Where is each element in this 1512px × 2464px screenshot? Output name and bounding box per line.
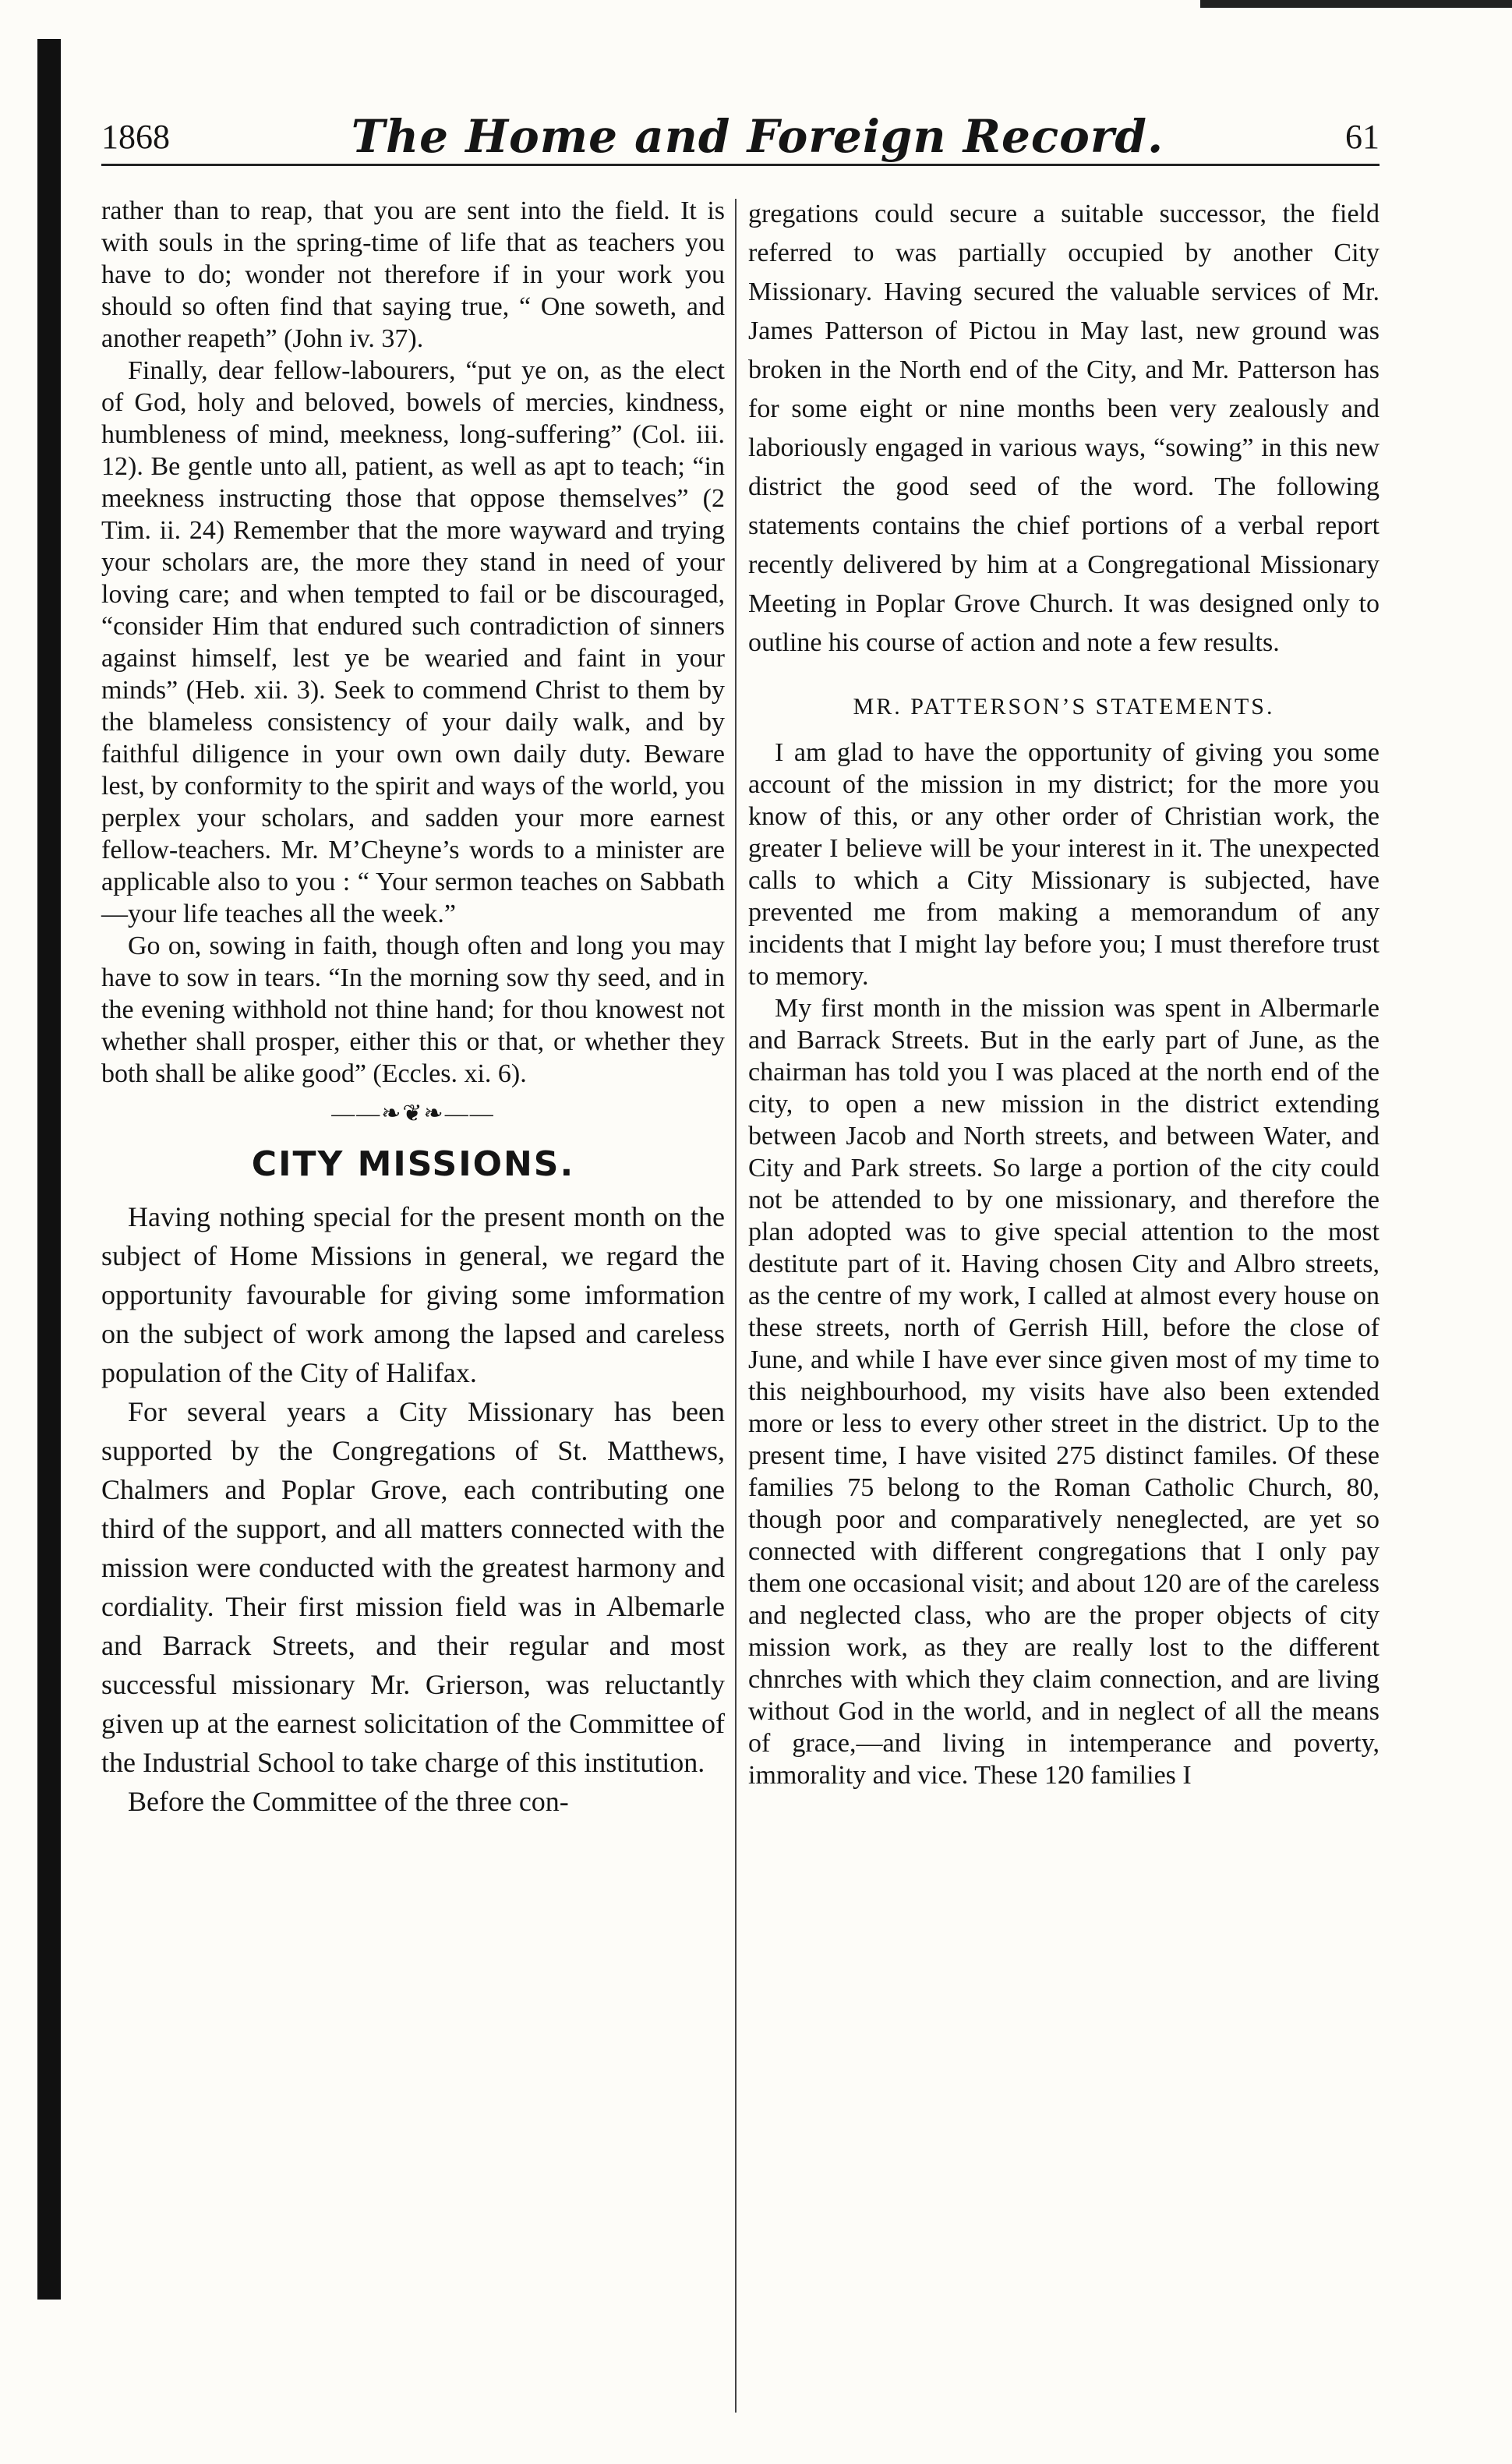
header-year: 1868 — [101, 117, 170, 156]
scan-binding-edge — [37, 39, 61, 2300]
paragraph: Having nothing special for the present month on the subject of Home Missions in general, we regard the opportunity favourable for giving some imformation on the subject of work among the lapsed and careless population of the City of Halifax. — [101, 1201, 725, 1388]
left-column — [101, 195, 725, 1821]
paragraph: gregations could secure a suitable successor, the field referred to was partially occupied by another City Missionary. Having secured the valuable services of Mr. James Patterson of Pictou in May last, new ground was broken in the North end of the City, and Mr. Patterson has for some eight or nine months been very zealously and laboriously engaged in various ways, “sowing” in this new district the good seed of the word. The following statements contains the chief portions of a verbal report recently delivered by him at a Congregational Missionary Meeting in Poplar Grove Church. It was designed only to outline his course of action and note a few results. — [748, 200, 1380, 657]
page-number: 61 — [1344, 117, 1380, 156]
top-edge-rule — [1200, 0, 1512, 8]
city-missions-section — [101, 1197, 725, 1821]
paragraph: rather than to reap, that you are sent into the field. It is with souls in the spring-time of life that as teachers you have to do; wonder not therefore if in your work you should so often find that saying true, “ One soweth, and another reapeth” (John iv. 37). — [101, 196, 725, 353]
journal-title: The Home and Foreign Record. — [351, 110, 1164, 163]
right-column — [748, 195, 1380, 1791]
paragraph: Before the Committee of the three con- — [128, 1786, 569, 1817]
paragraph: I am glad to have the opportunity of giving you some account of the mission in my district; for the more you know of this, or any other order of Christian work, the greater I believe will be your interest in it. The unexpected calls to which a City Missionary is subjected, have prevented me from making a memorandum of any incidents that I might lay before you; I must therefore trust to memory. — [748, 738, 1380, 991]
continued-section — [748, 195, 1380, 663]
sub-section-title: MR. PATTERSON’S STATEMENTS. — [853, 694, 1275, 719]
section-title: CITY MISSIONS. — [251, 1144, 575, 1184]
page-header — [101, 109, 1380, 166]
column-divider — [735, 199, 737, 2413]
paragraph: Finally, dear fellow-labourers, “put ye on, as the elect of God, holy and beloved, bowels of mercies, kindness, humbleness of mind, meekness, long-suffering” (Col. iii. 12). Be gentle unto all, patient, as well as apt to teach; “in meekness instructing those that oppose themselves” (2 Tim. ii. 24) Remember that the more wayward and trying your scholars are, the more they stand in need of your loving care; and when tempted to fail or be discouraged, “consider Him that endured such contradiction of sinners against himself, lest ye be wearied and faint in your minds” (Heb. xii. 3). Seek to commend Christ to them by the blameless consistency of your daily walk, and by faithful diligence in your own own daily duty. Beware lest, by conformity to the spirit and ways of the world, you perplex your scholars, and sadden your more earnest fellow-teachers. Mr. M’Cheyne’s words to a minister are applicable also to you : “ Your sermon teaches on Sabbath—your life teaches all the week.” — [101, 356, 725, 928]
paragraph: Go on, sowing in faith, though often and long you may have to sow in tears. “In the morning sow thy seed, and in the evening withhold not thine hand; for thou knowest not whether shall prosper, either this or that, or whether they both shall be alike good” (Eccles. xi. 6). — [101, 932, 725, 1088]
paragraph: My first month in the mission was spent in Albermarle and Barrack Streets. But in the early part of June, as the chairman has told you I was placed at the north end of the city, to open a new mission in the district extending between Jacob and North streets, and between Water, and City and Park streets. So large a portion of the city could not be attended to by one missionary, and therefore the plan adopted was to give special attention to the most destitute part of it. Having chosen City and Albro streets, as the centre of my work, I called at almost every house on these streets, north of Gerrish Hill, before the close of June, and while I have ever since given most of my time to this neighbourhood, my visits have also been extended more or less to every other street in the district. Up to the present time, I have visited 275 distinct familes. Of these families 75 belong to the Roman Catholic Church, 80, though poor and comparatively neneglected, are yet so connected with different congregations that I only pay them one occasional visit; and about 120 are of the careless and neglected class, who are the proper objects of city mission work, as they are really lost to the different chnrches with which they claim connection, and are living without God in the world, and in neglect of all the means of grace,—and living in intemperance and poverty, immorality and vice. These 120 families I — [748, 994, 1380, 1790]
ornament-divider: ——❧❦❧—— — [331, 1101, 495, 1126]
paragraph: For several years a City Missionary has been supported by the Congregations of St. Matthews, Chalmers and Poplar Grove, each contributing one third of the support, and all matters connected with the mission were conducted with the greatest harmony and cordiality. Their first mission field was in Albemarle and Barrack Streets, and their regular and most successful missionary Mr. Grierson, was reluctantly given up at the earnest solicitation of the Committee of the Industrial School to take charge of this institution. — [101, 1396, 725, 1778]
